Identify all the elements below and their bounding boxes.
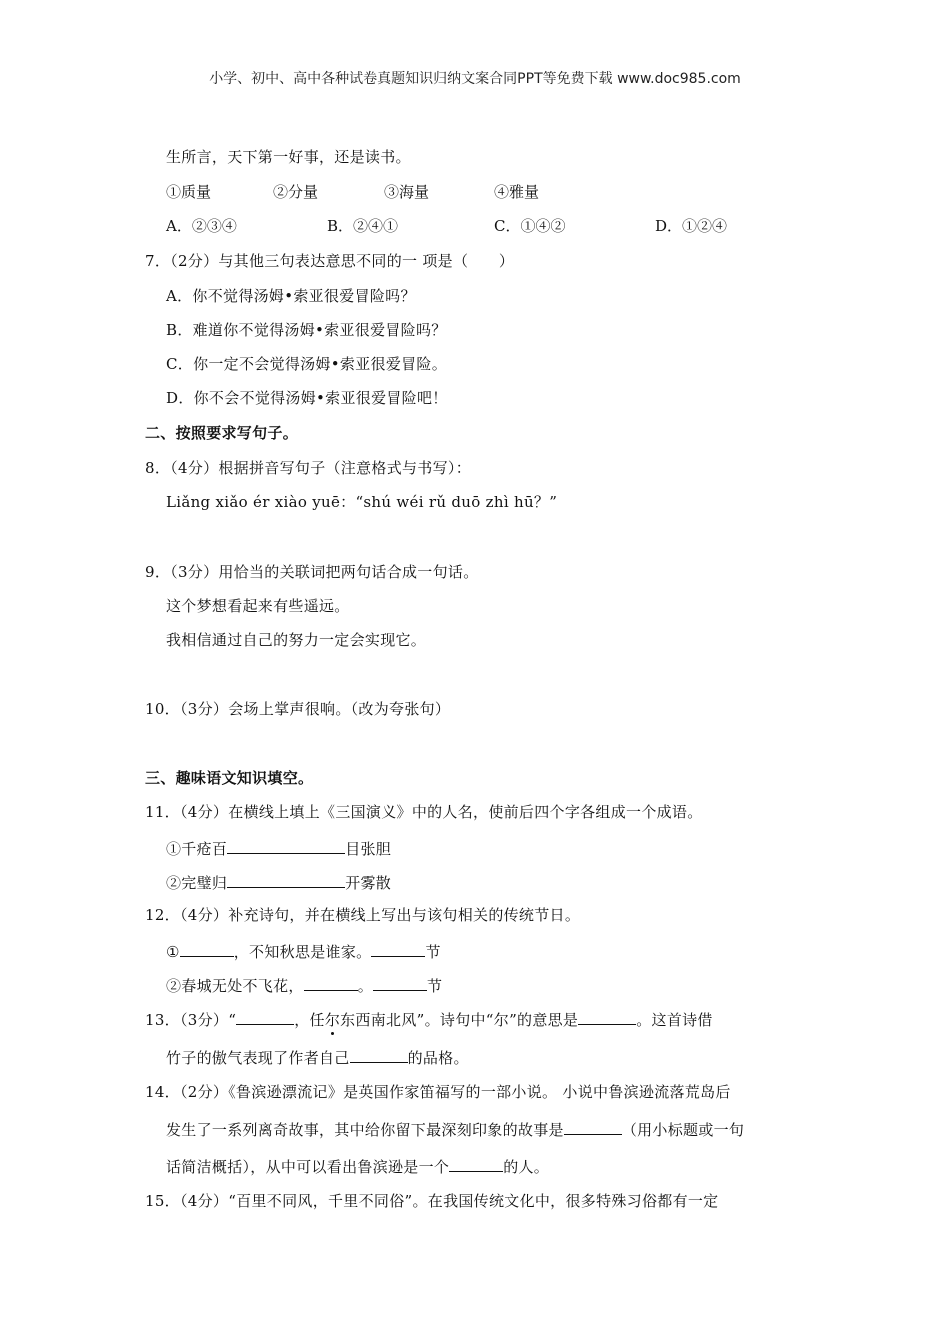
q6-option-a: A．②③④: [166, 217, 237, 235]
q7-option-d: D．你不会不觉得汤姆•索亚很爱冒险吧！: [166, 389, 448, 407]
q9-sentence-1: 这个梦想看起来有些遥远。: [166, 597, 350, 615]
q6-word-3: ③海量: [384, 183, 430, 201]
q11-item-2-pre: ②完璧归: [166, 874, 228, 892]
q8-stem: 8．（4分）根据拼音写句子（注意格式与书写）：: [145, 459, 471, 477]
q14-blank-2[interactable]: [449, 1155, 503, 1172]
q7-stem: 7．（2分）与其他三句表达意思不同的一 项是（ ）: [145, 252, 515, 270]
q10-stem: 10．（3分）会场上掌声很响。（改为夸张句）: [145, 700, 451, 718]
q12-item-2-pre: ②春城无处不飞花，: [166, 977, 304, 995]
q6-option-c: C．①④②: [494, 217, 566, 235]
q13-part-3: 。这首诗借: [636, 1011, 713, 1029]
q15-line-1: 15．（4分）“百里不同风，千里不同俗”。在我国传统文化中，很多特殊习俗都有一定: [145, 1192, 719, 1210]
q11-blank-1[interactable]: [227, 837, 345, 854]
q13-part-2: 东西南北风”。诗句中“尔”的意思是: [340, 1011, 579, 1029]
q11-item-2-post: 开雾散: [345, 874, 392, 892]
q7-option-c: C．你一定不会觉得汤姆•索亚很爱冒险。: [166, 355, 448, 373]
q13-num: 13．（3分）“: [145, 1011, 237, 1029]
q13-line-2: [166, 1046, 469, 1068]
q6-word-1: ①质量: [166, 183, 212, 201]
q12-blank-1b[interactable]: [371, 940, 425, 957]
q8-pinyin: Liǎng xiǎo ér xiào yuē：“shú wéi rǔ duō zhì hū？”: [166, 493, 558, 511]
q12-item-2: [166, 974, 442, 996]
q11-item-1: [166, 837, 391, 859]
q13-line-1: [145, 1008, 713, 1030]
q12-item-1: [166, 940, 441, 962]
q11-item-1-post: 目张胆: [345, 840, 392, 858]
q12-blank-1a[interactable]: [180, 940, 234, 957]
q14-line-3-a: 话简洁概括），从中可以看出鲁滨逊是一个: [166, 1158, 450, 1176]
q6-option-b: B．②④①: [327, 217, 399, 235]
section-3-heading: 三、趣味语文知识填空。: [145, 769, 314, 787]
q7-option-a: A．你不觉得汤姆•索亚很爱冒险吗？: [166, 287, 416, 305]
q14-line-2: [166, 1118, 744, 1140]
q11-stem: 11．（4分）在横线上填上《三国演义》中的人名，使前后四个字各组成一个成语。: [145, 803, 703, 821]
q13-part-1: ，任: [294, 1011, 325, 1029]
q12-item-2-mid: 。: [357, 977, 374, 995]
q14-line-1: 14．（2分）《鲁滨逊漂流记》是英国作家笛福写的一部小说。 小说中鲁滨逊流落荒岛后: [145, 1083, 731, 1101]
q12-item-1-mid: ，不知秋思是谁家。: [233, 943, 372, 961]
q9-stem: 9．（3分）用恰当的关联词把两句话合成一句话。: [145, 563, 479, 581]
q13-blank-3[interactable]: [350, 1046, 408, 1063]
q13-blank-1[interactable]: [236, 1008, 294, 1025]
q6-option-d: D．①②④: [655, 217, 728, 235]
q6-word-2: ②分量: [273, 183, 319, 201]
q14-blank-1[interactable]: [564, 1118, 622, 1135]
q12-item-2-end: 节: [427, 977, 443, 995]
q12-blank-2b[interactable]: [373, 974, 427, 991]
q6-tail: 生所言，天下第一好事，还是读书。: [166, 148, 411, 166]
q7-option-b: B．难道你不觉得汤姆•索亚很爱冒险吗？: [166, 321, 447, 339]
q14-line-2-a: 发生了一系列离奇故事，其中给你留下最深刻印象的故事是: [166, 1121, 564, 1139]
q13-line-2-a: 竹子的傲气表现了作者自己: [166, 1049, 350, 1067]
q11-blank-2[interactable]: [227, 871, 345, 888]
q12-item-1-pre: ①: [166, 943, 180, 961]
page-header: 小学、初中、高中各种试卷真题知识归纳文案合同PPT等免费下载 www.doc985.com: [209, 71, 741, 87]
q12-stem: 12．（4分）补充诗句，并在横线上写出与该句相关的传统节日。: [145, 906, 581, 924]
q9-sentence-2: 我相信通过自己的努力一定会实现它。: [166, 631, 427, 649]
q13-blank-2[interactable]: [578, 1008, 636, 1025]
q13-line-2-b: 的品格。: [407, 1049, 469, 1067]
q14-line-3: [166, 1155, 549, 1177]
q11-item-1-pre: ①千疮百: [166, 840, 228, 858]
q12-item-1-end: 节: [425, 943, 441, 961]
q14-line-2-b: （用小标题或一句: [621, 1121, 745, 1139]
q11-item-2: [166, 871, 391, 893]
section-2-heading: 二、按照要求写句子。: [145, 424, 299, 442]
q14-line-3-b: 的人。: [503, 1158, 550, 1176]
q13-dotted-char: 尔: [324, 1011, 341, 1029]
q12-blank-2a[interactable]: [304, 974, 358, 991]
q6-word-4: ④雅量: [494, 183, 540, 201]
